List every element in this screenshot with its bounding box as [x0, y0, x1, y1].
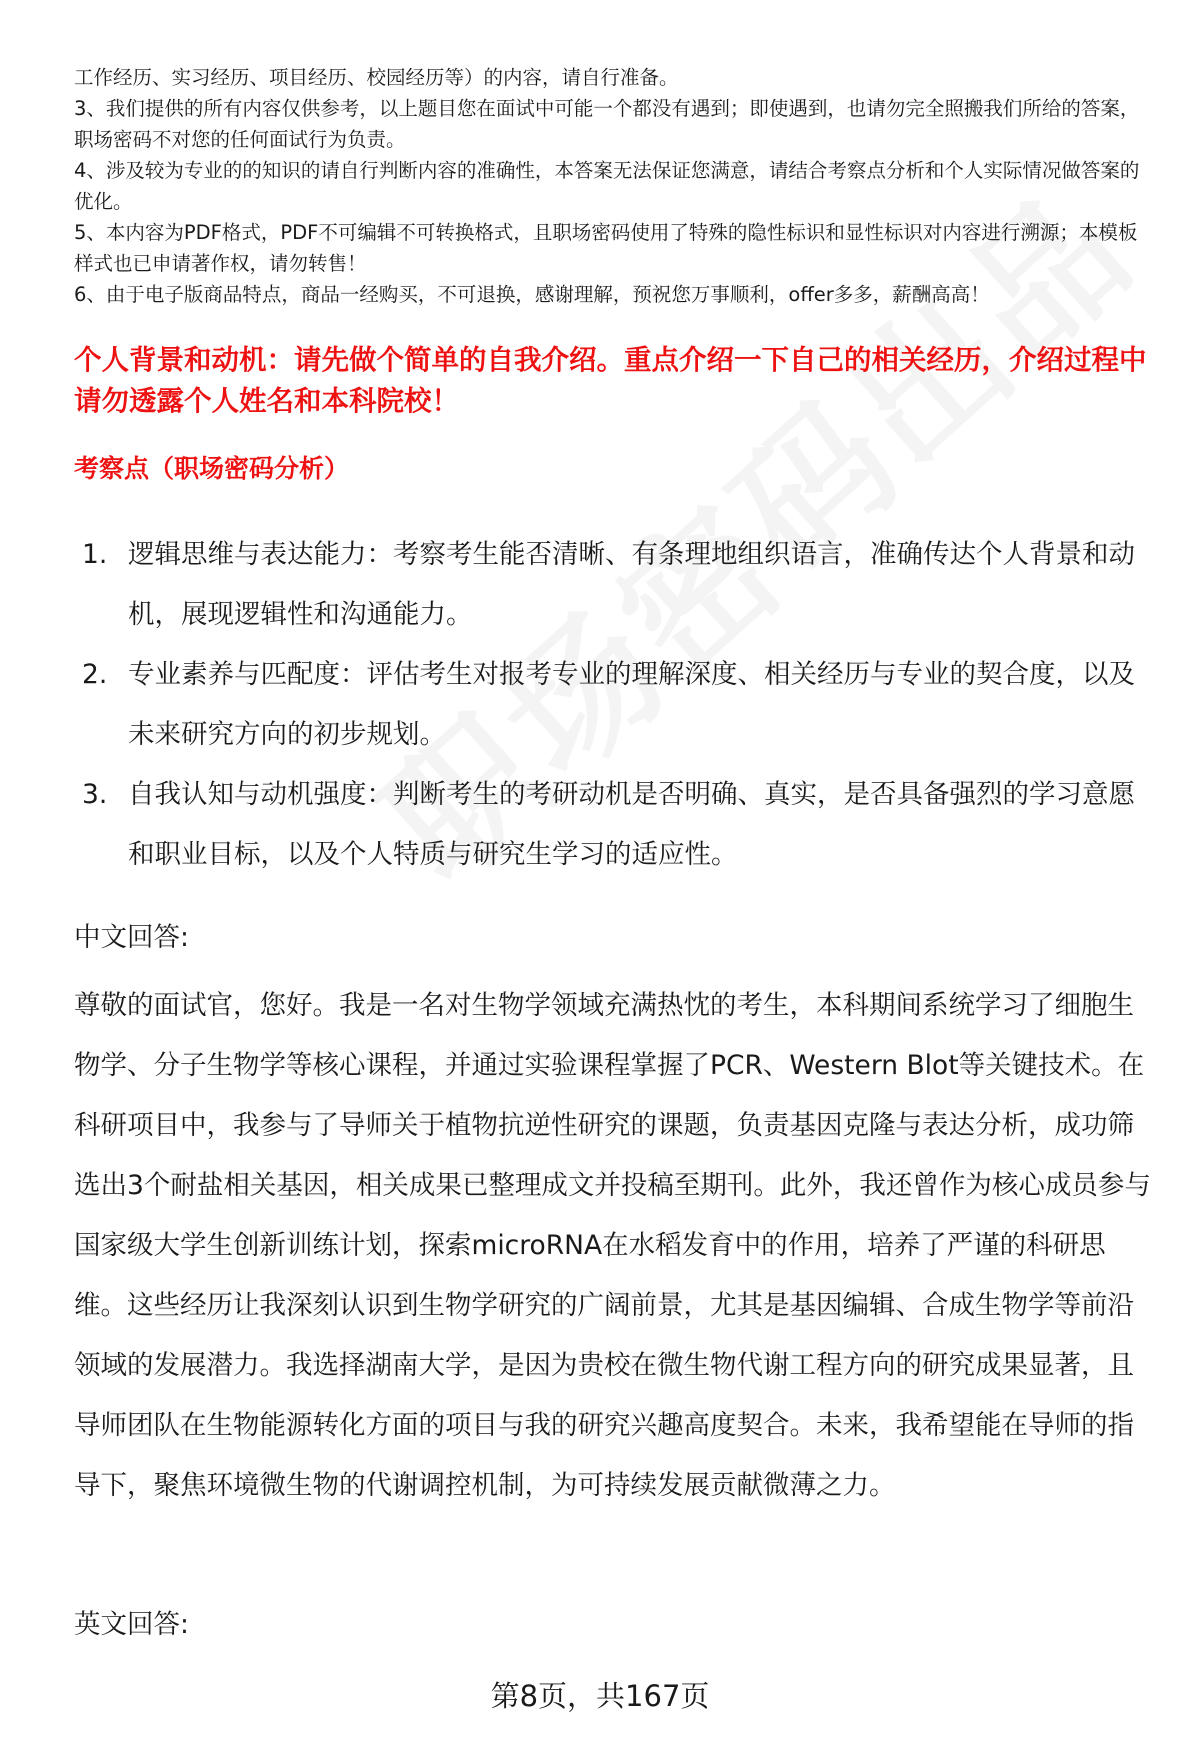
notes-section [74, 62, 1154, 310]
point-text: 专业素养与匹配度：评估考生对报考专业的理解深度、相关经历与专业的契合度，以及未来研究方向的初步规划。 [128, 659, 1135, 750]
chinese-answer-text: 尊敬的面试官，您好。我是一名对生物学领域充满热忱的考生，本科期间系统学习了细胞生物学、分子生物学等核心课程，并通过实验课程掌握了PCR、Western Blot等关键技术。在科研项目中，我参与了导师关于植物抗逆性研究的课题，负责基因克隆与表达分析，成功筛选出3个耐盐相关基因，相关成果已整理成文并投稿至期刊。此外，我还曾作为核心成员参与国家级大学生创新训练计划，探索microRNA在水稻发育中的作用，培养了严谨的科研思维。这些经历让我深刻认识到生物学研究的广阔前景，尤其是基因编辑、合成生物学等前沿领域的发展潜力。我选择湖南大学，是因为贵校在微生物代谢工程方向的研究成果显著，且导师团队在生物能源转化方面的项目与我的研究兴趣高度契合。未来，我希望能在导师的指导下，聚焦环境微生物的代谢调控机制，为可持续发展贡献微薄之力。 [74, 990, 1151, 1501]
analysis-point [82, 645, 1152, 765]
analysis-point [82, 525, 1152, 645]
note-line: 工作经历、实习经历、项目经历、校园经历等）的内容，请自行准备。 [74, 66, 679, 89]
page-number: 第8页，共167页 [490, 1679, 710, 1713]
note-line: 5、本内容为PDF格式，PDF不可编辑不可转换格式，且职场密码使用了特殊的隐性标识和显性标识对内容进行溯源；本模板样式也已申请著作权，请勿转售！ [74, 221, 1138, 275]
point-number: 2. [82, 659, 108, 690]
point-text: 逻辑思维与表达能力：考察考生能否清晰、有条理地组织语言，准确传达个人背景和动机，展现逻辑性和沟通能力。 [128, 539, 1135, 630]
analysis-points [82, 525, 1152, 885]
note-line: 4、涉及较为专业的的知识的请自行判断内容的准确性，本答案无法保证您满意，请结合考察点分析和个人实际情况做答案的优化。 [74, 159, 1140, 213]
point-number: 1. [82, 539, 108, 570]
point-number: 3. [82, 779, 108, 810]
chinese-answer-label: 中文回答: [74, 922, 189, 953]
point-text: 自我认知与动机强度：判断考生的考研动机是否明确、真实，是否具备强烈的学习意愿和职业目标，以及个人特质与研究生学习的适应性。 [128, 779, 1135, 870]
analysis-point [82, 765, 1152, 885]
analysis-heading: 考察点（职场密码分析） [74, 454, 350, 483]
note-line: 3、我们提供的所有内容仅供参考，以上题目您在面试中可能一个都没有遇到；即使遇到，也请勿完全照搬我们所给的答案，职场密码不对您的任何面试行为负责。 [74, 97, 1140, 151]
note-line: 6、由于电子版商品特点，商品一经购买，不可退换，感谢理解，预祝您万事顺利，offer多多，薪酬高高！ [74, 283, 990, 306]
english-answer-label: 英文回答: [74, 1609, 189, 1640]
question-heading: 个人背景和动机：请先做个简单的自我介绍。重点介绍一下自己的相关经历，介绍过程中请勿透露个人姓名和本科院校！ [74, 344, 1147, 417]
